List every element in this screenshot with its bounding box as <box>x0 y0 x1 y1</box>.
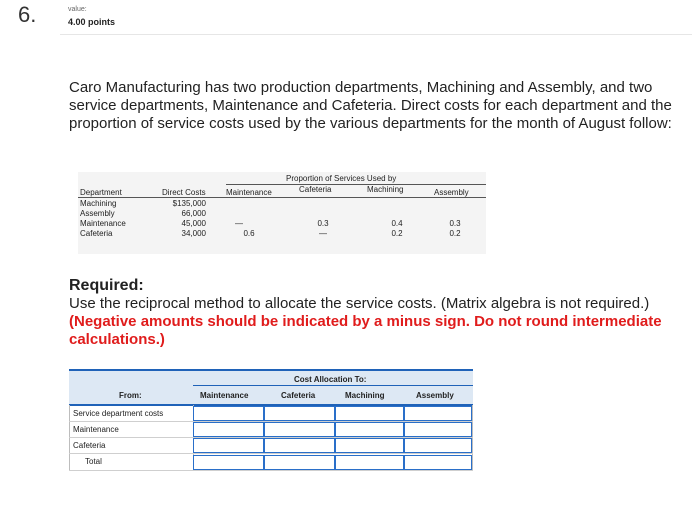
row-maintenance-proportion: 0.6 <box>243 229 255 238</box>
row-direct-costs: $135,000 <box>172 199 206 208</box>
cafeteria-allocation-cafeteria-input[interactable] <box>264 438 335 453</box>
col-header-maintenance: Maintenance <box>226 188 272 197</box>
col-header-maintenance: Maintenance <box>200 391 249 400</box>
service-costs-machining-input[interactable] <box>335 406 404 421</box>
col-header-machining: Machining <box>367 185 404 194</box>
cafeteria-allocation-machining-input[interactable] <box>335 438 404 453</box>
cost-allocation-answer-table <box>69 369 473 471</box>
answer-top-rule <box>69 369 473 371</box>
row-direct-costs: 34,000 <box>181 229 206 238</box>
total-cafeteria-input[interactable] <box>264 455 335 470</box>
row-label-cafeteria: Cafeteria <box>73 441 106 450</box>
maintenance-allocation-cafeteria-input[interactable] <box>264 422 335 437</box>
from-header: From: <box>119 391 142 400</box>
row-department: Cafeteria <box>80 229 113 238</box>
points-value: 4.00 points <box>68 17 116 27</box>
group-header-rule <box>226 184 486 185</box>
row-maintenance-proportion: — <box>235 219 243 228</box>
question-number: 6. <box>18 2 37 27</box>
row-assembly-proportion: 0.3 <box>449 219 461 228</box>
service-costs-maintenance-input[interactable] <box>193 406 264 421</box>
proportion-group-header: Proportion of Services Used by <box>286 174 397 183</box>
problem-text: Caro Manufacturing has two production departments, Machining and Assembly, and two service departments, Maintenance and Cafeteria. Direct costs for each department and the proportion of service costs used by the various departments for the month of August follow: <box>69 79 672 132</box>
total-machining-input[interactable] <box>335 455 404 470</box>
col-header-assembly: Assembly <box>434 188 469 197</box>
col-header-assembly: Assembly <box>416 391 454 400</box>
row-label-service-department-costs: Service department costs <box>73 409 164 418</box>
col-header-department: Department <box>80 188 122 197</box>
maintenance-allocation-machining-input[interactable] <box>335 422 404 437</box>
row-assembly-proportion: 0.2 <box>449 229 461 238</box>
group-header-rule <box>193 385 473 386</box>
row-direct-costs: 45,000 <box>181 219 206 228</box>
value-label: value: <box>68 6 87 13</box>
row-cafeteria-proportion: — <box>319 229 327 238</box>
cost-allocation-group-header: Cost Allocation To: <box>294 375 367 384</box>
table-border-right <box>472 405 473 471</box>
row-machining-proportion: 0.4 <box>391 219 403 228</box>
column-header-rule <box>78 197 486 198</box>
header-divider <box>60 34 692 35</box>
col-header-machining: Machining <box>345 391 385 400</box>
row-label-total: Total <box>85 457 102 466</box>
cafeteria-allocation-maintenance-input[interactable] <box>193 438 264 453</box>
maintenance-allocation-maintenance-input[interactable] <box>193 422 264 437</box>
table-border-left <box>69 405 70 471</box>
department-data-table <box>78 172 486 254</box>
row-department: Maintenance <box>80 219 126 228</box>
required-instruction: Use the reciprocal method to allocate the service costs. (Matrix algebra is not required.) <box>69 295 650 312</box>
total-assembly-input[interactable] <box>404 455 472 470</box>
row-department: Assembly <box>80 209 115 218</box>
row-label-maintenance: Maintenance <box>73 425 119 434</box>
row-department: Machining <box>80 199 117 208</box>
required-section <box>69 277 694 349</box>
required-warning: (Negative amounts should be indicated by a minus sign. Do not round intermediate calculations.) <box>69 313 662 348</box>
total-maintenance-input[interactable] <box>193 455 264 470</box>
row-divider <box>69 453 473 454</box>
col-header-cafeteria: Cafeteria <box>299 185 332 194</box>
maintenance-allocation-assembly-input[interactable] <box>404 422 472 437</box>
row-cafeteria-proportion: 0.3 <box>317 219 329 228</box>
row-direct-costs: 66,000 <box>181 209 206 218</box>
cafeteria-allocation-assembly-input[interactable] <box>404 438 472 453</box>
col-header-direct-costs: Direct Costs <box>162 188 206 197</box>
service-costs-assembly-input[interactable] <box>404 406 472 421</box>
col-header-cafeteria: Cafeteria <box>281 391 316 400</box>
service-costs-cafeteria-input[interactable] <box>264 406 335 421</box>
table-bottom-rule <box>69 470 473 471</box>
required-title: Required: <box>69 277 144 294</box>
row-machining-proportion: 0.2 <box>391 229 403 238</box>
